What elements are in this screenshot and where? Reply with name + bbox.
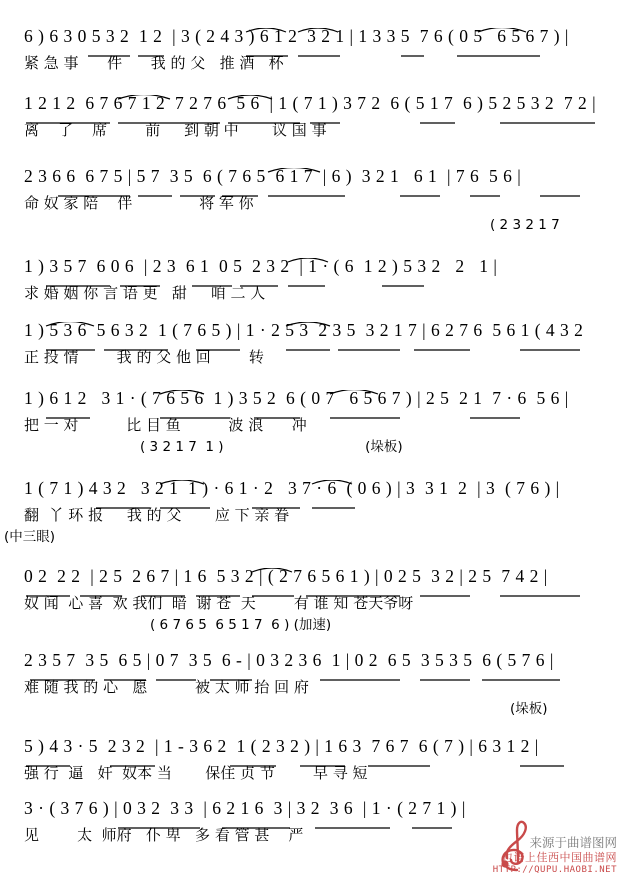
notation-row-4: 1 ) 3 5 7 6 0 6 | 2 3 6 1 0 5 2 3 2 | 1 · ( 6 1 2 ) 5 3 2 2 1 | <box>24 256 498 276</box>
notation-glyphs-8 <box>0 568 625 608</box>
music-system-8 <box>0 568 625 632</box>
annotation-row-9: (垛板) <box>510 700 548 717</box>
watermark-line-1: 来源于曲谱图网 <box>529 835 617 851</box>
notation-glyphs-10 <box>0 738 625 778</box>
notation-row-10: 5 ) 4 3 · 5 2 3 2 | 1 - 3 6 2 1 ( 2 3 2 ) | 1 6 3 7 6 7 6 ( 7 ) | 6 3 1 2 | <box>24 736 539 756</box>
notation-row-3: 2 3 6 6 6 7 5 | 5 7 3 5 6 ( 7 6 5 6 1 7 | 6 ) 3 2 1 6 1 | 7 6 5 6 | <box>24 166 522 186</box>
music-system-6 <box>0 390 625 454</box>
watermark-line-3: HTTP://QUPU.HAOBI.NET <box>492 864 617 875</box>
notation-row-8: 0 2 2 2 | 2 5 2 6 7 | 1 6 5 3 2 | ( 2 7 6 5 6 1 ) | 0 2 5 3 2 | 2 5 7 4 2 | <box>24 566 548 586</box>
notation-row-6: 1 ) 6 1 2 3 1 · ( 7 6 5 6 1 ) 3 5 2 6 ( 0 7 6 5 6 7 ) | 2 5 2 1 7 · 6 5 6 | <box>24 388 569 408</box>
notation-row-9: 2 3 5 7 3 5 6 5 | 0 7 3 5 6 - | 0 3 2 3 6 1 | 0 2 6 5 3 5 3 5 6 ( 5 7 6 | <box>24 650 554 670</box>
lyrics-row-5: 正 投 情 我 的 父 他 回 转 <box>24 347 264 366</box>
notation-glyphs-4 <box>0 258 625 298</box>
notation-row-2: 1 2 1 2 6 7 6 7 1 2 7 2 7 6 5 6 | 1 ( 7 1 ) 3 7 2 6 ( 5 1 7 6 ) 5 2 5 3 2 7 2 | <box>24 93 597 113</box>
lyrics-row-11: 见 太 师府 仆 卑 多 看 管 甚 严 <box>24 825 304 844</box>
annotation-row-8: ( 6 7 6 5 6 5 1 7 6 ) (加速) <box>150 616 332 633</box>
lyrics-row-10: 强 行 逼 奸 奴本 当 保住 贞 节 早 寻 短 <box>24 763 368 782</box>
notation-row-5: 1 ) 5 3 6 5 6 3 2 1 ( 7 6 5 ) | 1 · 2 5 3 2 3 5 3 2 1 7 | 6 2 7 6 5 6 1 ( 4 3 2 <box>24 320 584 340</box>
music-system-3 <box>0 168 625 232</box>
annotation-row-7: (中三眼) <box>4 528 56 545</box>
music-system-4 <box>0 258 625 301</box>
notation-glyphs-2 <box>0 95 625 135</box>
notation-glyphs-5 <box>0 322 625 362</box>
lyrics-row-6: 把 一 对 比 目 鱼 波 浪 冲 <box>24 415 307 434</box>
lyrics-row-7: 翻 丫 环 报 我 的 父 应 下 亲 眷 <box>24 505 290 524</box>
watermark <box>493 835 617 876</box>
lyrics-row-9: 难 随 我 的 心 愿 被 太 师 抬 回 府 <box>24 677 309 696</box>
annotation-row-3: ( 2 3 2 1 7 <box>490 216 560 233</box>
notation-row-7: 1 ( 7 1 ) 4 3 2 3 2 1 1 ) · 6 1 · 2 3 7 · 6 ( 0 6 ) | 3 3 1 2 | 3 ( 7 6 ) | <box>24 478 560 498</box>
notation-glyphs-7 <box>0 480 625 520</box>
lyrics-row-4: 求 婚 姻 你 言 语 更 甜 咱 二 人 <box>24 283 266 302</box>
notation-glyphs-3 <box>0 168 625 208</box>
music-system-2 <box>0 95 625 138</box>
annotation-row-6: ( 3 2 1 7 1 ) (垛板) <box>140 438 403 455</box>
lyrics-row-8: 奴 闻 心 喜 欢 我们 暗 谢 苍 天 有 谁 知 苍天爷呀 <box>24 593 414 612</box>
music-system-1 <box>0 28 625 71</box>
lyrics-row-1: 紧 急 事 件 我 的 父 推 酒 杯 <box>24 53 284 72</box>
lyrics-row-2: 离 了 席 前 到 朝 中 议 国 事 <box>24 120 327 139</box>
notation-glyphs-9 <box>0 652 625 692</box>
lyrics-row-3: 命 奴 家 陪 伴 将 军 你 <box>24 193 254 212</box>
music-system-9 <box>0 652 625 716</box>
notation-row-11: 3 · ( 3 7 6 ) | 0 3 2 3 3 | 6 2 1 6 3 | 3 2 3 6 | 1 · ( 2 7 1 ) | <box>24 798 466 818</box>
notation-glyphs-1 <box>0 28 625 68</box>
notation-row-1: 6 ) 6 3 0 5 3 2 1 2 | 3 ( 2 4 3 ) 6 1 2 3 2 1 | 1 3 3 5 7 6 ( 0 5 6 5 6 7 ) | <box>24 26 569 46</box>
music-system-7 <box>0 480 625 544</box>
music-system-5 <box>0 322 625 365</box>
music-system-10 <box>0 738 625 781</box>
notation-glyphs-6 <box>0 390 625 430</box>
watermark-line-2: 也谱上佳西中国曲谱网 <box>502 851 617 864</box>
